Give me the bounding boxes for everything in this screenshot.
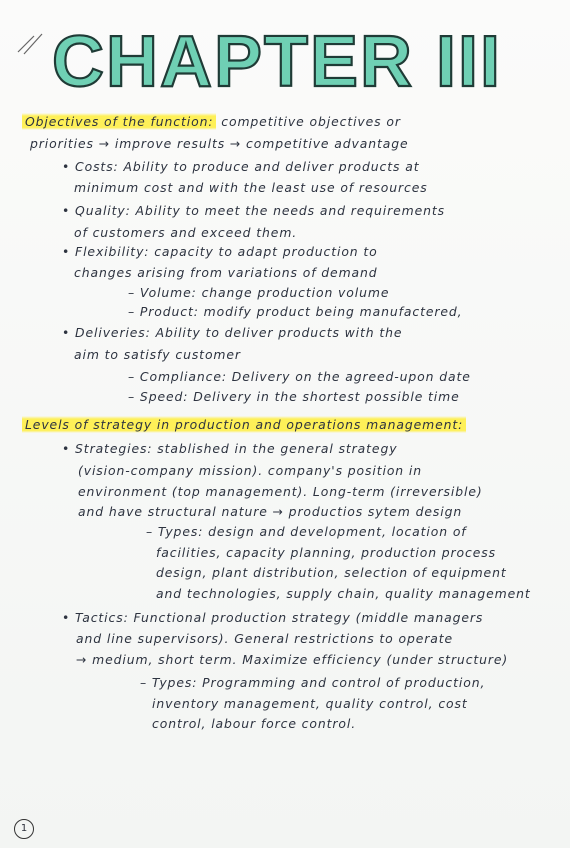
heading-levels-of-strategy [22,417,466,432]
text-line-28: inventory management, quality control, cost [152,696,468,711]
sub-types-tactics: – Types: Programming and control of production, [140,675,486,690]
sub-compliance: – Compliance: Delivery on the agreed-upon date [128,369,471,384]
bullet-tactics: • Tactics: Functional production strategy (middle managers [62,610,484,625]
bullet-strategies: • Strategies: stablished in the general strategy [62,441,398,456]
bullet-quality: • Quality: Ability to meet the needs and requirements [62,203,445,218]
text-line-22: design, plant distribution, selection of equipment [156,565,507,580]
sub-types-strategies: – Types: design and development, location of [146,524,467,539]
text-line-23: and technologies, supply chain, quality management [156,586,531,601]
sub-volume: – Volume: change production volume [128,285,390,300]
text-line-8: changes arising from variations of demand [74,265,378,280]
text-line-29: control, labour force control. [152,716,357,731]
text-line-18: environment (top management). Long-term (irreversible) [78,484,483,499]
text-line-19: and have structural nature → productios sytem design [78,504,463,519]
text-competitive-objectives: competitive objectives or [221,114,401,129]
bullet-flexibility: • Flexibility: capacity to adapt production to [62,244,378,259]
text-line-17: (vision-company mission). company's position in [78,463,422,478]
chapter-title-text: CHAPTER III [52,22,503,102]
heading-objectives [22,114,401,129]
text-line-25: and line supervisors). General restrictions to operate [76,631,454,646]
bullet-deliveries: • Deliveries: Ability to deliver products with the [62,325,403,340]
bullet-costs: • Costs: Ability to produce and deliver products at [62,159,420,174]
text-line-21: facilities, capacity planning, production process [156,545,496,560]
text-line-12: aim to satisfy customer [74,347,241,362]
sub-speed: – Speed: Delivery in the shortest possible time [128,389,460,404]
highlight-objectives: Objectives of the function: [22,113,216,130]
text-line-2: priorities → improve results → competitive advantage [30,136,409,151]
highlight-levels: Levels of strategy in production and operations management: [22,416,466,433]
chapter-title [22,14,542,104]
text-line-26: → medium, short term. Maximize efficiency (under structure) [76,652,509,667]
text-line-6: of customers and exceed them. [74,225,298,240]
page-number: 1 [14,819,34,839]
text-line-4: minimum cost and with the least use of resources [74,180,428,195]
sub-product: – Product: modify product being manufactered, [128,304,463,319]
